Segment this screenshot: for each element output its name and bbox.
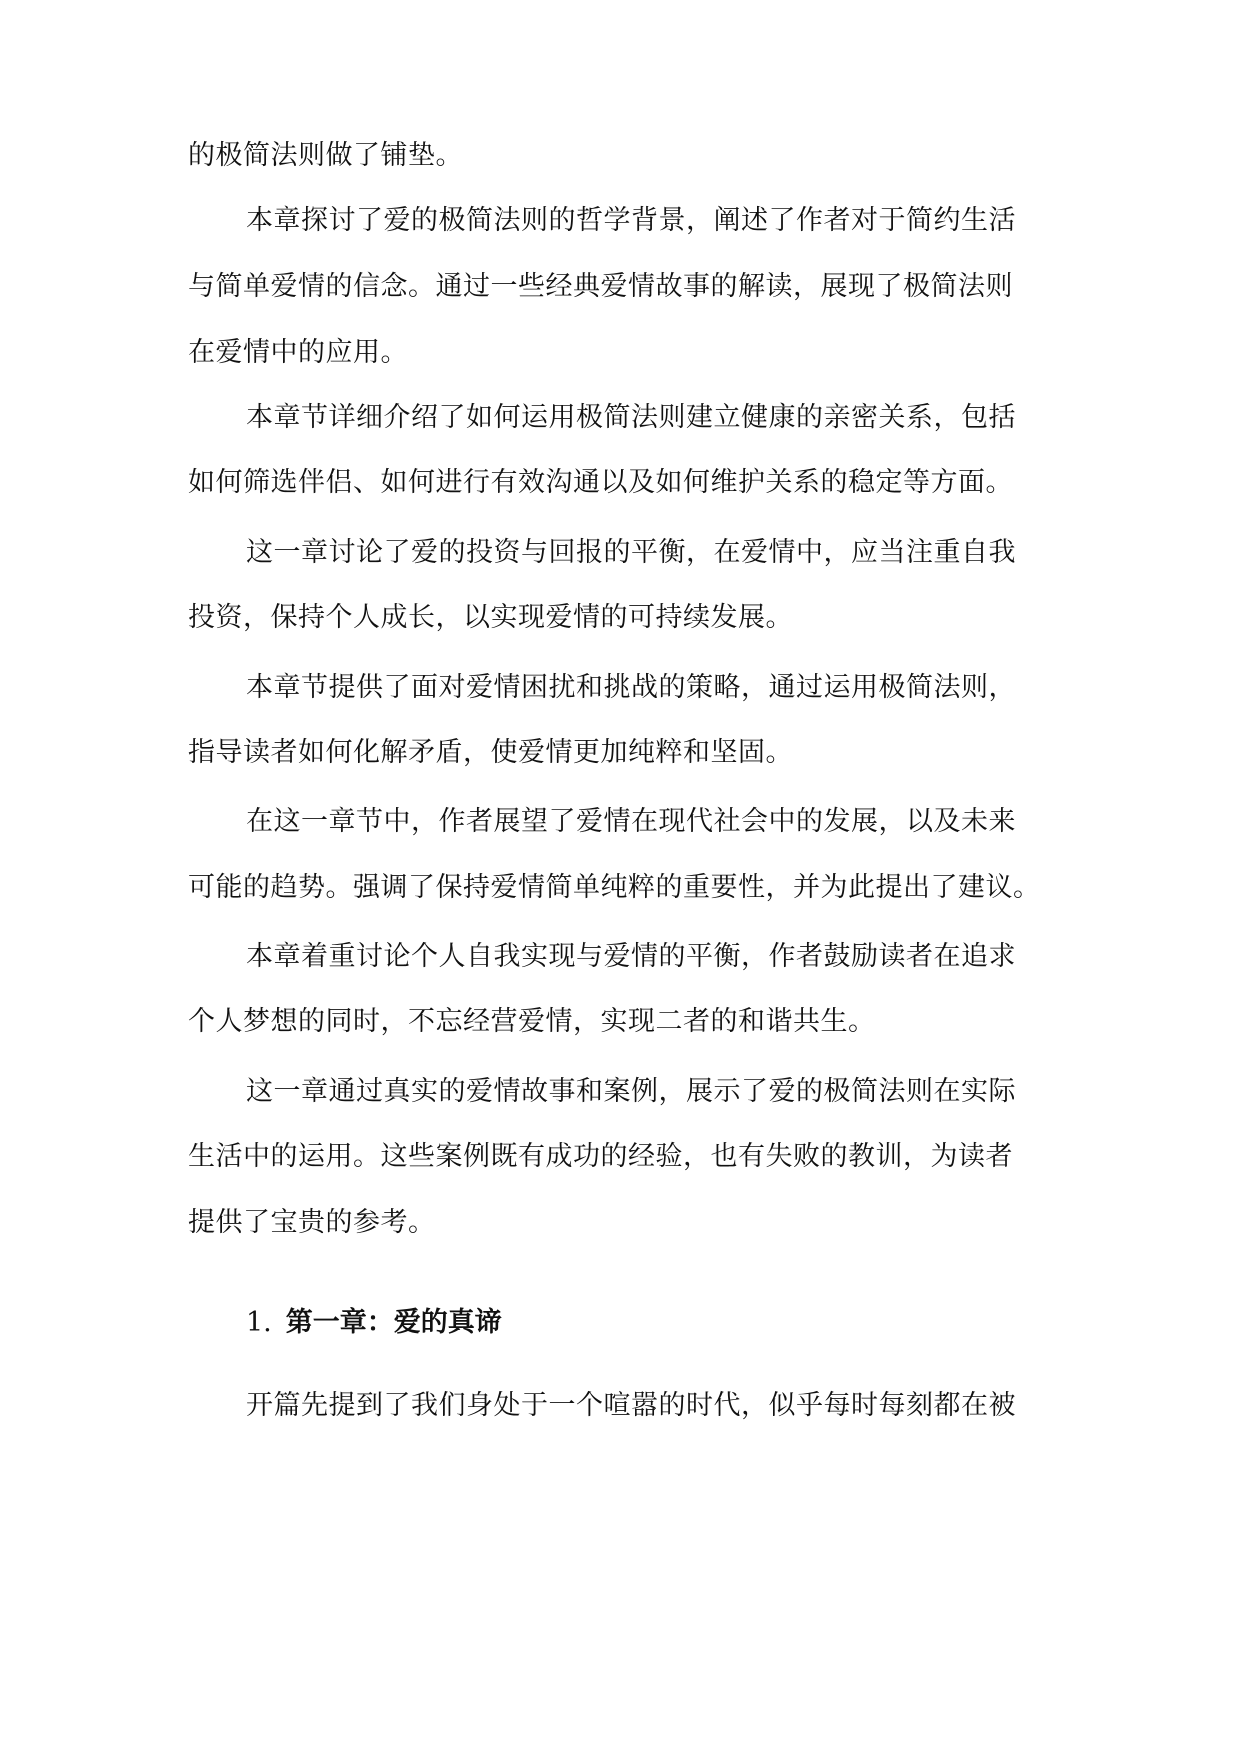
section-title: 第一章：爱的真谛 (285, 1307, 502, 1338)
text-line: 提供了宝贵的参考。 (188, 1207, 436, 1238)
section-heading (246, 1303, 502, 1343)
text-line: 这一章讨论了爱的投资与回报的平衡，在爱情中，应当注重自我 (246, 537, 1016, 568)
text-line: 可能的趋势。强调了保持爱情简单纯粹的重要性，并为此提出了建议。 (188, 872, 1041, 903)
section-number: 1. (246, 1307, 272, 1338)
text-line: 开篇先提到了我们身处于一个喧嚣的时代，似乎每时每刻都在被 (246, 1390, 1016, 1421)
text-line: 投资，保持个人成长，以实现爱情的可持续发展。 (188, 602, 793, 633)
text-line: 本章节详细介绍了如何运用极简法则建立健康的亲密关系，包括 (246, 402, 1016, 433)
text-line: 在爱情中的应用。 (188, 337, 408, 368)
text-line: 这一章通过真实的爱情故事和案例，展示了爱的极简法则在实际 (246, 1076, 1016, 1107)
text-line: 生活中的运用。这些案例既有成功的经验，也有失败的教训，为读者 (188, 1141, 1013, 1172)
text-line: 个人梦想的同时，不忘经营爱情，实现二者的和谐共生。 (188, 1006, 876, 1037)
text-line: 本章着重讨论个人自我实现与爱情的平衡，作者鼓励读者在追求 (246, 941, 1016, 972)
text-line: 本章节提供了面对爱情困扰和挑战的策略，通过运用极简法则， (246, 672, 1016, 703)
text-line: 指导读者如何化解矛盾，使爱情更加纯粹和坚固。 (188, 737, 793, 768)
text-line: 的极简法则做了铺垫。 (188, 140, 463, 171)
text-line: 本章探讨了爱的极简法则的哲学背景，阐述了作者对于简约生活 (246, 205, 1016, 236)
text-line: 如何筛选伴侣、如何进行有效沟通以及如何维护关系的稳定等方面。 (188, 467, 1013, 498)
text-line: 与简单爱情的信念。通过一些经典爱情故事的解读，展现了极简法则 (188, 271, 1013, 302)
text-line: 在这一章节中，作者展望了爱情在现代社会中的发展，以及未来 (246, 806, 1016, 837)
